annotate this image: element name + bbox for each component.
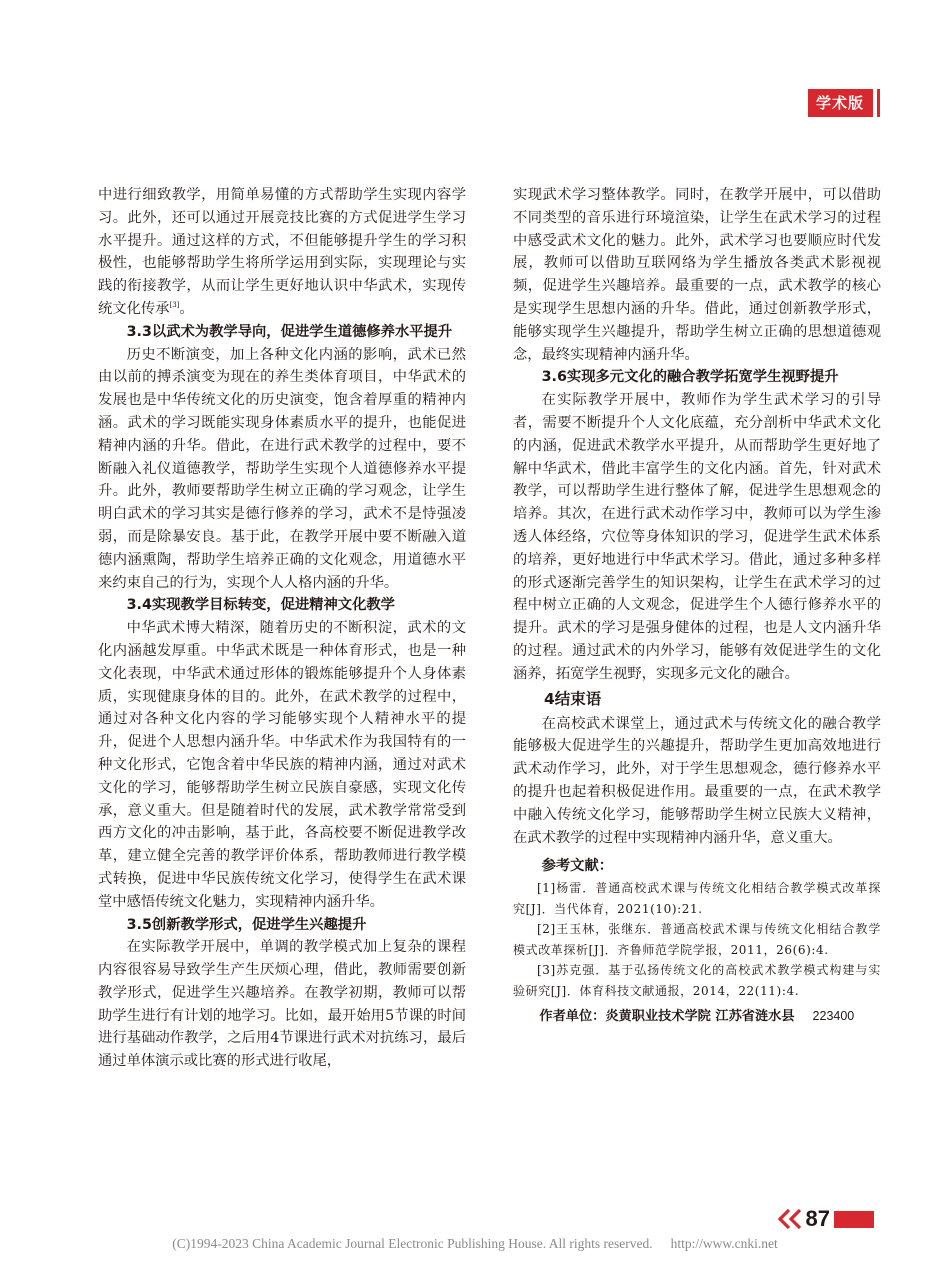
- cnki-url: http://www.cnki.net: [670, 1236, 778, 1251]
- citation-3: [3]: [169, 301, 180, 310]
- section-badge: 学术版: [808, 89, 873, 117]
- page-bar: [834, 1211, 874, 1228]
- postal-code: 223400: [812, 1009, 855, 1024]
- left-column: [98, 184, 466, 1073]
- author-unit: 作者单位：炎黄职业技术学院 江苏省涟水县: [539, 1009, 795, 1025]
- paragraph-3-4: 中华武术博大精深，随着历史的不断积淀，武术的文化内涵越发厚重。中华武术既是一种体育形式，也是一种文化表现，中华武术通过形体的锻炼能够提升个人身体素质，实现健康身体的目的。此外，在武术教学的过程中，通过对各种文化内容的学习能够实现个人精神水平的提升，促进个人思想内涵升华。中华武术作为我国特有的一种文化形式，它饱含着中华民族的精神内涵，通过对武术文化的学习，能够帮助学生树立民族自豪感，实现文化传承，意义重大。但是随着时代的发展，武术教学常常受到西方文化的冲击影响，基于此，各高校要不断促进教学改革，建立健全完善的教学评价体系，帮助教师进行教学模式转换，促进中华民族传统文化学习，使得学生在武术课堂中感悟传统文化魅力，实现精神内涵升华。: [98, 620, 466, 910]
- page-number: 87: [805, 1206, 830, 1231]
- reference-3: [3]苏克强．基于弘扬传统文化的高校武术教学模式构建与实验研究[J]．体育科技文献通报，2014，22(11):4.: [513, 963, 881, 998]
- heading-3-6: 3.6实现多元文化的融合教学拓宽学生视野提升: [541, 369, 839, 386]
- intro-end: 。: [179, 300, 194, 317]
- page-number-block: [776, 1206, 874, 1232]
- paragraph-3-3: 历史不断演变，加上各种文化内涵的影响，武术已然由以前的搏杀演变为现在的养生类体育项目，中华武术的发展也是中华传统文化的历史演变，饱含着厚重的精神内涵。武术的学习既能实现身体素质水平的提升，也能促进精神内涵的升华。借此，在进行武术教学的过程中，要不断融入礼仪道德教学，帮助学生实现个人道德修养水平提升。此外，教师要帮助学生树立正确的学习观念，让学生明白武术的学习其实是德行修养的学习，武术不是恃强凌弱，而是除暴安良。基于此，在教学开展中要不断融入道德内涵熏陶，帮助学生培养正确的文化观念，用道德水平来约束自己的行为，实现个人人格内涵的升华。: [98, 346, 466, 591]
- heading-3-4: 3.4实现教学目标转变，促进精神文化教学: [126, 597, 395, 614]
- reference-2: [2]王玉林，张继东．普通高校武术课与传统文化相结合教学模式改革探析[J]．齐鲁师范学院学报，2011，26(6):4.: [513, 922, 881, 957]
- paragraph-3-5: 在实际教学开展中，单调的教学模式加上复杂的课程内容很容易导致学生产生厌烦心理，借此，教师需要创新教学形式，促进学生兴趣培养。在教学初期，教师可以帮助学生进行有计划的地学习。比如，最开始用5节课的时间进行基础动作教学，之后用4节课进行武术对抗练习，最后通过单体演示或比赛的形式进行收尾，: [98, 939, 466, 1070]
- heading-3-5: 3.5创新教学形式，促进学生兴趣提升: [126, 916, 367, 933]
- references-title: 参考文献：: [541, 858, 614, 875]
- heading-3-3: 3.3以武术为教学导向，促进学生道德修养水平提升: [126, 323, 453, 340]
- heading-4-conclusion: 4结束语: [544, 689, 602, 708]
- section-badge-wrap: [808, 88, 880, 118]
- continued-paragraph: 实现武术学习整体教学。同时，在教学开展中，可以借助不同类型的音乐进行环境渲染，让学生在武术学习的过程中感受武术文化的魅力。此外，武术学习也要顺应时代发展，教师可以借助互联网络为学生播放各类武术影视视频，促进学生兴趣培养。最重要的一点，武术教学的核心是实现学生思想内涵的升华。借此，通过创新教学形式，能够实现学生兴趣提升，帮助学生树立正确的思想道德观念，最终实现精神内涵升华。: [513, 187, 881, 363]
- right-column: [513, 184, 881, 1028]
- double-chevron-left-icon: [776, 1207, 804, 1231]
- copyright-text: (C)1994-2023 China Academic Journal Electronic Publishing House. All rights reserved.: [172, 1236, 653, 1251]
- intro-text: 中进行细致教学，用简单易懂的方式帮助学生实现内容学习。此外，还可以通过开展竞技比赛的方式促进学生学习水平提升。通过这样的方式，不但能够提升学生的学习积极性，也能够帮助学生将所学运用到实际，实现理论与实践的衔接教学，从而让学生更好地认识中华武术，实现传统文化传承: [98, 187, 466, 317]
- copyright-footer: [0, 1236, 950, 1252]
- reference-1: [1]杨雷．普通高校武术课与传统文化相结合教学模式改革探究[J]．当代体育，2021(10):21.: [513, 881, 881, 916]
- author-affiliation: [513, 1005, 881, 1028]
- intro-paragraph: [98, 184, 466, 321]
- badge-stripe: [877, 89, 880, 117]
- paragraph-4: 在高校武术课堂上，通过武术与传统文化的融合教学能够极大促进学生的兴趣提升，帮助学生更加高效地进行武术动作学习，此外，对于学生思想观念，德行修养水平的提升也起着积极促进作用。最重要的一点，在武术教学中融入传统文化学习，能够帮助学生树立民族大义精神，在武术教学的过程中实现精神内涵升华，意义重大。: [513, 715, 881, 846]
- paragraph-3-6: 在实际教学开展中，教师作为学生武术学习的引导者，需要不断提升个人文化底蕴，充分剖析中华武术文化的内涵，促进武术教学水平提升，从而帮助学生更好地了解中华武术，借此丰富学生的文化内涵。首先，针对武术教学，可以帮助学生进行整体了解，促进学生思想观念的培养。其次，在进行武术动作学习中，教师可以为学生渗透人体经络，穴位等身体知识的学习，促进学生武术体系的培养，更好地进行中华武术学习。借此，通过多种多样的形式逐渐完善学生的知识架构，让学生在武术学习的过程中树立正确的人文观念，促进学生个人德行修养水平的提升。武术的学习是强身健体的过程，也是人文内涵升华的过程。通过武术的内外学习，能够有效促进学生的文化涵养，拓宽学生视野，实现多元文化的融合。: [513, 392, 881, 682]
